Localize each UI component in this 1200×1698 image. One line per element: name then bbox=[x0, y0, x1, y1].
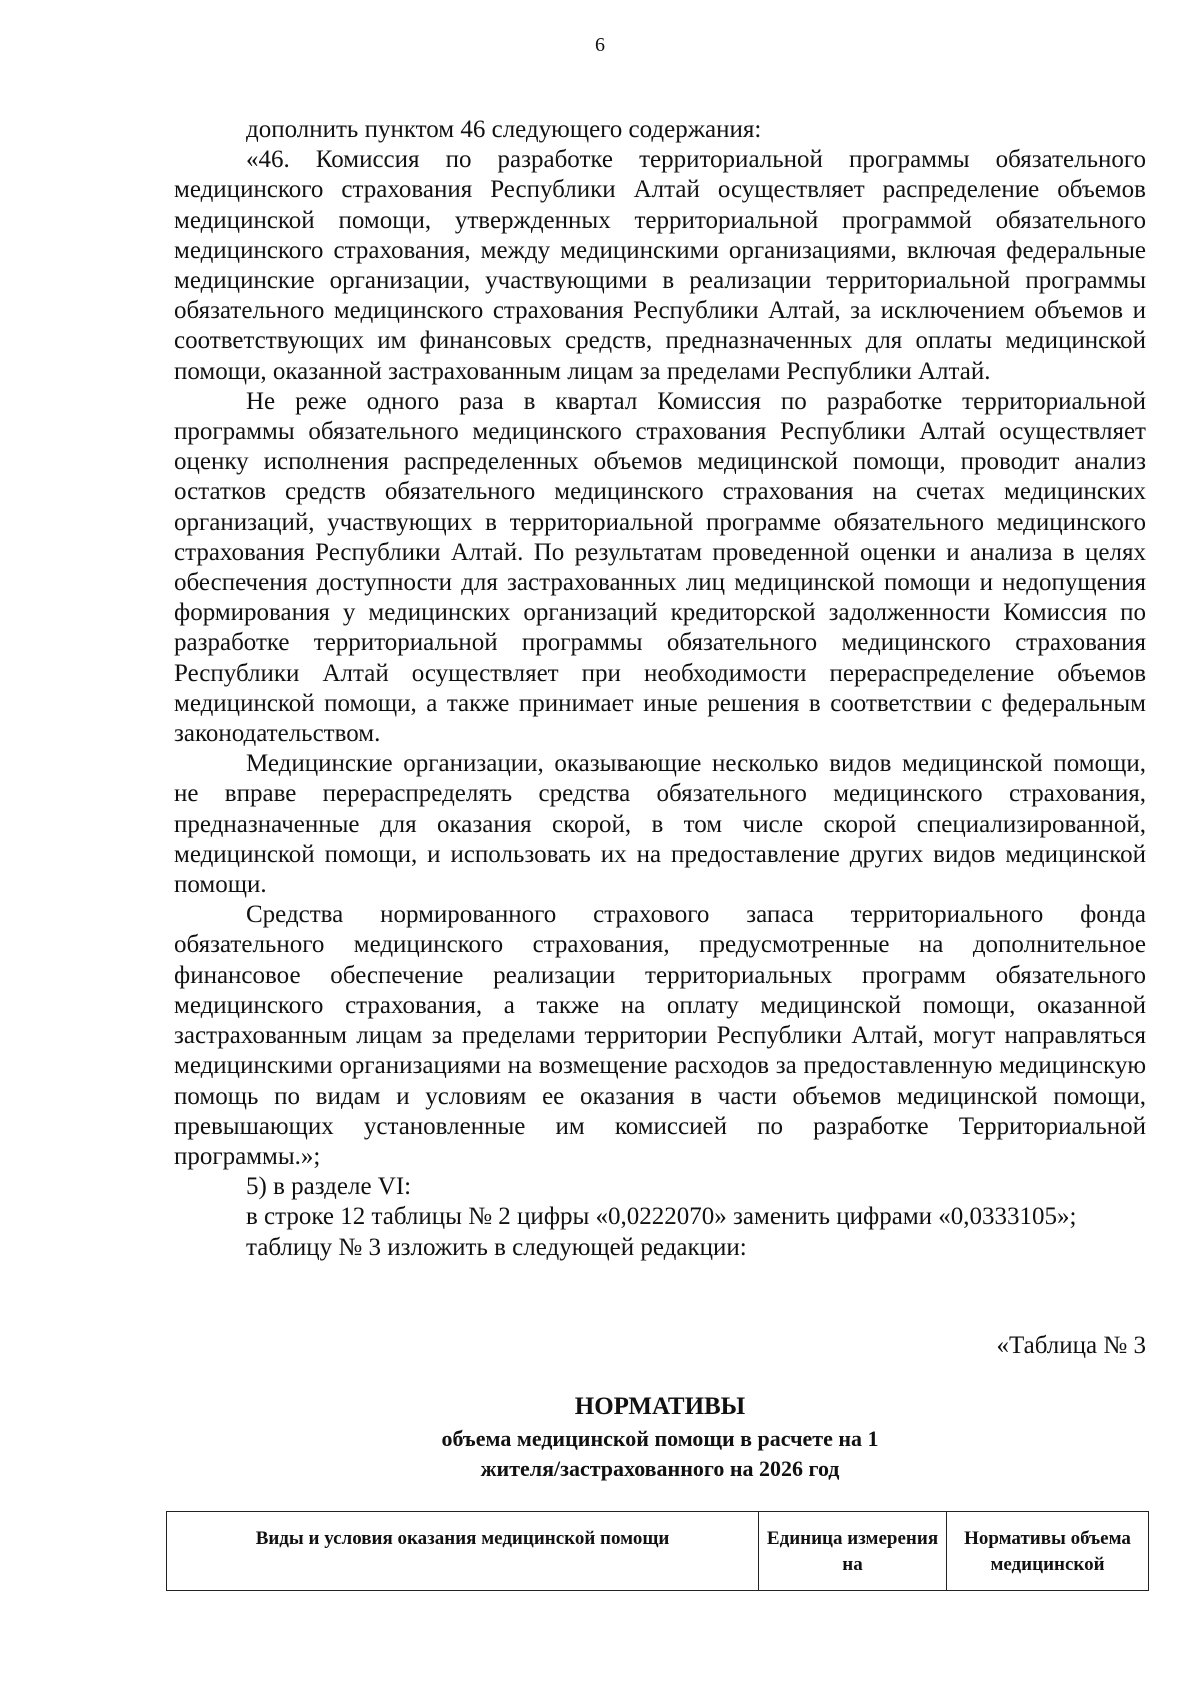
table-caption: «Таблица № 3 bbox=[996, 1332, 1146, 1359]
body-text bbox=[174, 115, 1146, 1263]
title-line-1: объема медицинской помощи в расчете на 1 bbox=[441, 1426, 879, 1451]
paragraph: таблицу № 3 изложить в следующей редакции: bbox=[246, 1233, 747, 1261]
table-header-row bbox=[167, 1512, 1149, 1591]
paragraph: Медицинские организации, оказывающие несколько видов медицинской помощи, не вправе перераспределять средства обязательного медицинского страхования, предназначенные для оказания скорой, в том числе скорой специализированной, медицинской помощи, и использовать их на предоставление других видов медицинской помощи. bbox=[174, 750, 1146, 899]
paragraph: в строке 12 таблицы № 2 цифры «0,0222070» заменить цифрами «0,0333105»; bbox=[246, 1203, 1077, 1231]
page-number: 6 bbox=[595, 34, 605, 56]
header-types-conditions: Виды и условия оказания медицинской помощи bbox=[167, 1512, 759, 1591]
title-line-2: жителя/застрахованного на 2026 год bbox=[480, 1456, 840, 1481]
paragraph: «46. Комиссия по разработке территориальной программы обязательного медицинского страхования Республики Алтай осуществляет распределение объемов медицинской помощи, утвержденных территориальной программой обязательного медицинского страхования, между медицинскими организациями, включая федеральные медицинские организации, участвующими в реализации территориальной программы обязательного медицинского страхования Республики Алтай, за исключением объемов и соответствующих им финансовых средств, предназначенных для оплаты медицинской помощи, оказанной застрахованным лицам за пределами Республики Алтай. bbox=[174, 146, 1146, 385]
paragraph: Не реже одного раза в квартал Комиссия по разработке территориальной программы обязательного медицинского страхования Республики Алтай осуществляет оценку исполнения распределенных объемов медицинской помощи, проводит анализ остатков средств обязательного медицинского страхования на счетах медицинских организаций, участвующих в территориальной программе обязательного медицинского страхования Республики Алтай. По результатам проведенной оценки и анализа в целях обеспечения доступности для застрахованных лиц медицинской помощи и недопущения формирования у медицинских организаций кредиторской задолженности Комиссия по разработке территориальной программы обязательного медицинского страхования Республики Алтай осуществляет при необходимости перераспределение объемов медицинской помощи, а также принимает иные решения в соответствии с федеральным законодательством. bbox=[174, 387, 1146, 748]
header-norms: Нормативы объема медицинской bbox=[947, 1512, 1149, 1591]
norms-table bbox=[166, 1511, 1149, 1591]
paragraph: 5) в разделе VI: bbox=[246, 1173, 412, 1201]
table-title bbox=[300, 1390, 1020, 1484]
paragraph: дополнить пунктом 46 следующего содержания: bbox=[246, 116, 762, 143]
title-main: НОРМАТИВЫ bbox=[574, 1393, 746, 1420]
paragraph: Средства нормированного страхового запаса территориального фонда обязательного медицинского страхования, предусмотренные на дополнительное финансовое обеспечение реализации территориальных программ обязательного медицинского страхования, а также на оплату медицинской помощи, оказанной застрахованным лицам за пределами территории Республики Алтай, могут направляться медицинскими организациями на возмещение расходов за предоставленную медицинскую помощь по видам и условиям ее оказания в части объемов медицинской помощи, превышающих установленные им комиссией по разработке Территориальной программы.»; bbox=[174, 901, 1146, 1170]
header-unit: Единица измерения на bbox=[759, 1512, 947, 1591]
